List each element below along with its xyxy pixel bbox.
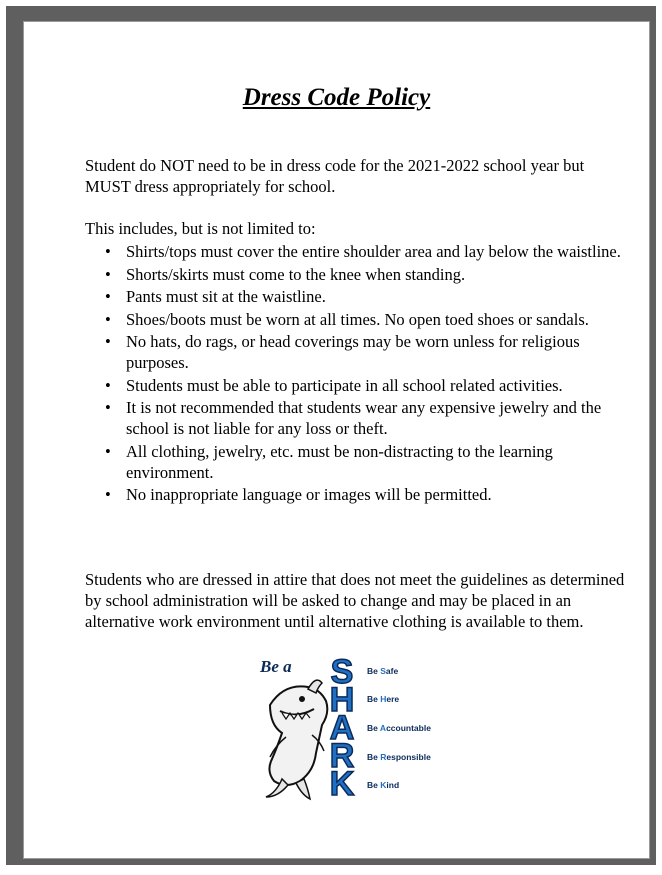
shark-letter-h: H xyxy=(329,681,355,719)
be-a-shark-logo xyxy=(256,653,456,801)
list-item: • Shoes/boots must be worn at all times. No open toed shoes or sandals. xyxy=(105,309,589,329)
motto-item: Be Responsible xyxy=(367,752,431,762)
list-item: • Pants must sit at the waistline. xyxy=(105,287,326,306)
logo-prefix: Be a xyxy=(260,657,292,676)
bullet-icon: • xyxy=(105,375,111,395)
intro-paragraph: Student do NOT need to be in dress code for the 2021-2022 school year but MUST dress appropriately for school. xyxy=(85,156,585,196)
shark-mascot-icon xyxy=(266,680,327,799)
shark-letter-k: K xyxy=(329,765,355,801)
closing-paragraph: Students who are dressed in attire that does not meet the guidelines as determined by school administration will be asked to change and may be placed in an alternative work environment until alternative clothing is available to them. xyxy=(85,570,625,631)
bullet-icon: • xyxy=(105,441,111,461)
motto-item: Be Here xyxy=(367,694,400,704)
bullet-icon: • xyxy=(105,332,111,351)
bullet-icon: • xyxy=(105,242,111,261)
shark-letter-s: S xyxy=(330,653,354,691)
motto-item: Be Accountable xyxy=(367,723,431,733)
rules-list xyxy=(85,241,630,507)
list-item: • Shorts/skirts must come to the knee when standing. xyxy=(105,264,466,284)
list-item: • No hats, do rags, or head coverings may be worn unless for religious purposes. xyxy=(105,332,580,372)
bullet-icon: • xyxy=(105,264,111,284)
shark-letter-r: R xyxy=(329,737,355,775)
motto-item: Be Safe xyxy=(367,666,399,676)
shark-letter-a: A xyxy=(329,709,355,747)
bullet-icon: • xyxy=(105,287,111,306)
shark-word xyxy=(330,653,355,801)
bullet-icon: • xyxy=(105,485,111,504)
motto-item: Be Kind xyxy=(367,780,400,790)
list-item: • All clothing, jewelry, etc. must be non-distracting to the learning environment. xyxy=(105,441,553,482)
list-item: • It is not recommended that students wear any expensive jewelry and the school is not liable for any loss or theft. xyxy=(105,398,602,438)
page-title: Dress Code Policy xyxy=(242,84,431,111)
list-item: • No inappropriate language or images will be permitted. xyxy=(105,485,492,504)
bullet-icon: • xyxy=(105,398,111,417)
list-item: • Students must be able to participate in all school related activities. xyxy=(105,375,563,395)
list-item: • Shirts/tops must cover the entire shoulder area and lay below the waistline. xyxy=(105,242,621,261)
page-border xyxy=(6,6,656,865)
document-page xyxy=(23,21,650,859)
bullet-icon: • xyxy=(105,309,111,329)
list-intro: This includes, but is not limited to: xyxy=(85,219,316,238)
motto-list xyxy=(367,666,431,790)
